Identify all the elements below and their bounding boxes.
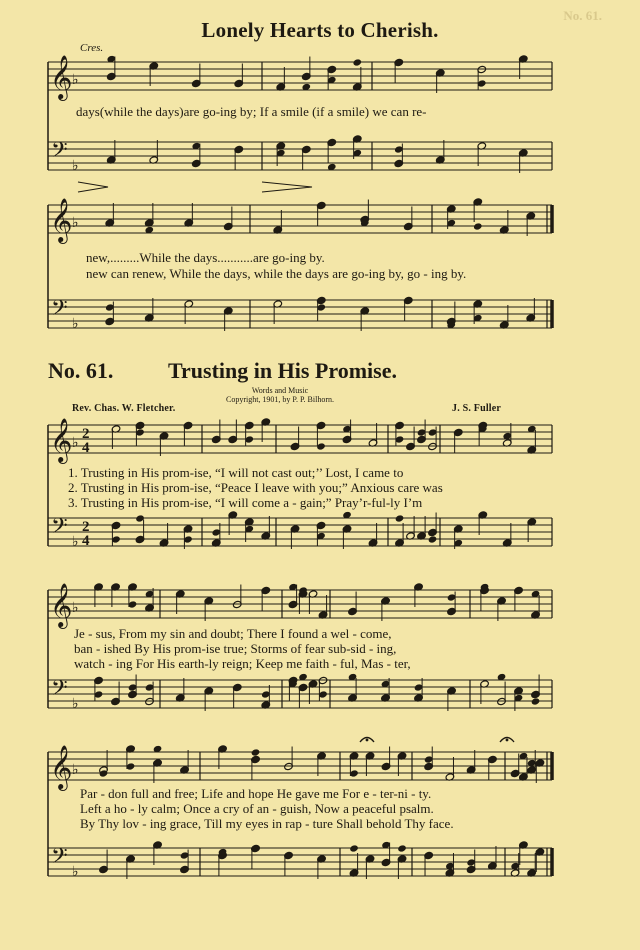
crescendo-hairpin [78,182,108,192]
bass-clef: 𝄢 [51,138,68,168]
treble-clef: 𝄞 [50,418,73,462]
treble-clef: 𝄞 [50,583,73,627]
bass-clef: 𝄢 [51,844,68,874]
verse-1-line-a: 1. Trusting in His prom-ise, “I will not cast out;’’ Lost, I came to [68,465,404,480]
bass-clef: 𝄢 [51,514,68,544]
key-flat: ♭ [72,72,79,88]
time-signature-digit: 4 [82,440,90,456]
copyright-line-1: Words and Music [251,386,309,395]
fermata-dot [366,739,369,742]
previous-lyric-line-2: new,.........While the days...........are go-ing by. [86,250,325,265]
key-flat: ♭ [72,435,79,451]
treble-clef: 𝄞 [50,55,73,99]
bass-note-chord [395,514,405,522]
verse-3-line-c: By Thy lov - ing grace, Till my eyes in rap - ture Shall behold Thy face. [80,816,454,831]
verse-2-line-c: Left a ho - ly calm; Once a cry of an - guish, Now a peaceful psalm. [80,801,434,816]
hymn-number: No. 61. [48,358,114,383]
bleed-through-header: No. 61. [563,8,602,23]
treble-clef: 𝄞 [50,745,73,789]
verse-2-line-b: ban - ished By His prom-ise true; Storms of fear sub-sid - ing, [74,641,397,656]
time-signature-digit: 2 [82,426,90,442]
crescendo-hairpin [262,182,312,192]
crescendo-marking: Cres. [80,42,104,54]
copyright-line-2: Copyright, 1901, by P. P. Bilhorn. [225,395,334,404]
key-flat: ♭ [72,600,79,616]
treble-note-chord [352,58,362,66]
key-flat: ♭ [72,534,79,550]
bass-clef: 𝄢 [51,676,68,706]
verse-2-line-a: 2. Trusting in His prom-ise, “Peace I leave with you;” Anxious care was [68,480,443,495]
treble-clef: 𝄞 [50,198,73,242]
key-flat: ♭ [72,762,79,778]
verse-1-line-b: Je - sus, From my sin and doubt; There I found a wel - come, [74,626,392,641]
previous-lyric-line-1: days(while the days)are go-ing by; If a smile (if a smile) we can re- [76,104,427,119]
bass-note-chord [349,844,359,852]
verse-3-line-b: watch - ing For His earth-ly reign; Keep me faith - ful, Mas - ter, [74,656,411,671]
fermata-dot [506,739,509,742]
bass-clef: 𝄢 [51,296,68,326]
treble-note-chord [473,222,483,230]
key-flat: ♭ [72,215,79,231]
hymn-title: Trusting in His Promise. [168,358,397,383]
previous-hymn-title: Lonely Hearts to Cherish. [201,18,439,42]
key-flat: ♭ [72,864,79,880]
verse-3-line-a: 3. Trusting in His prom-ise, “I will come a - gain;” Pray’r-ful-ly I’m [68,495,423,510]
time-signature-digit: 4 [82,533,90,549]
treble-note-chord [251,748,261,756]
previous-lyric-line-3: new can renew, While the days, while the days are go-ing by, go - ing by. [86,266,467,281]
bass-note-chord [531,697,541,705]
lyricist-credit: Rev. Chas. W. Fletcher. [72,403,176,414]
verse-1-line-c: Par - don full and free; Life and hope He gave me For e - ter-ni - ty. [80,786,432,801]
composer-credit: J. S. Fuller [452,403,502,414]
key-flat: ♭ [72,158,79,174]
key-flat: ♭ [72,316,79,332]
bass-note-chord [428,535,438,543]
time-signature-digit: 2 [82,519,90,535]
key-flat: ♭ [72,696,79,712]
bass-note-chord [397,844,407,852]
